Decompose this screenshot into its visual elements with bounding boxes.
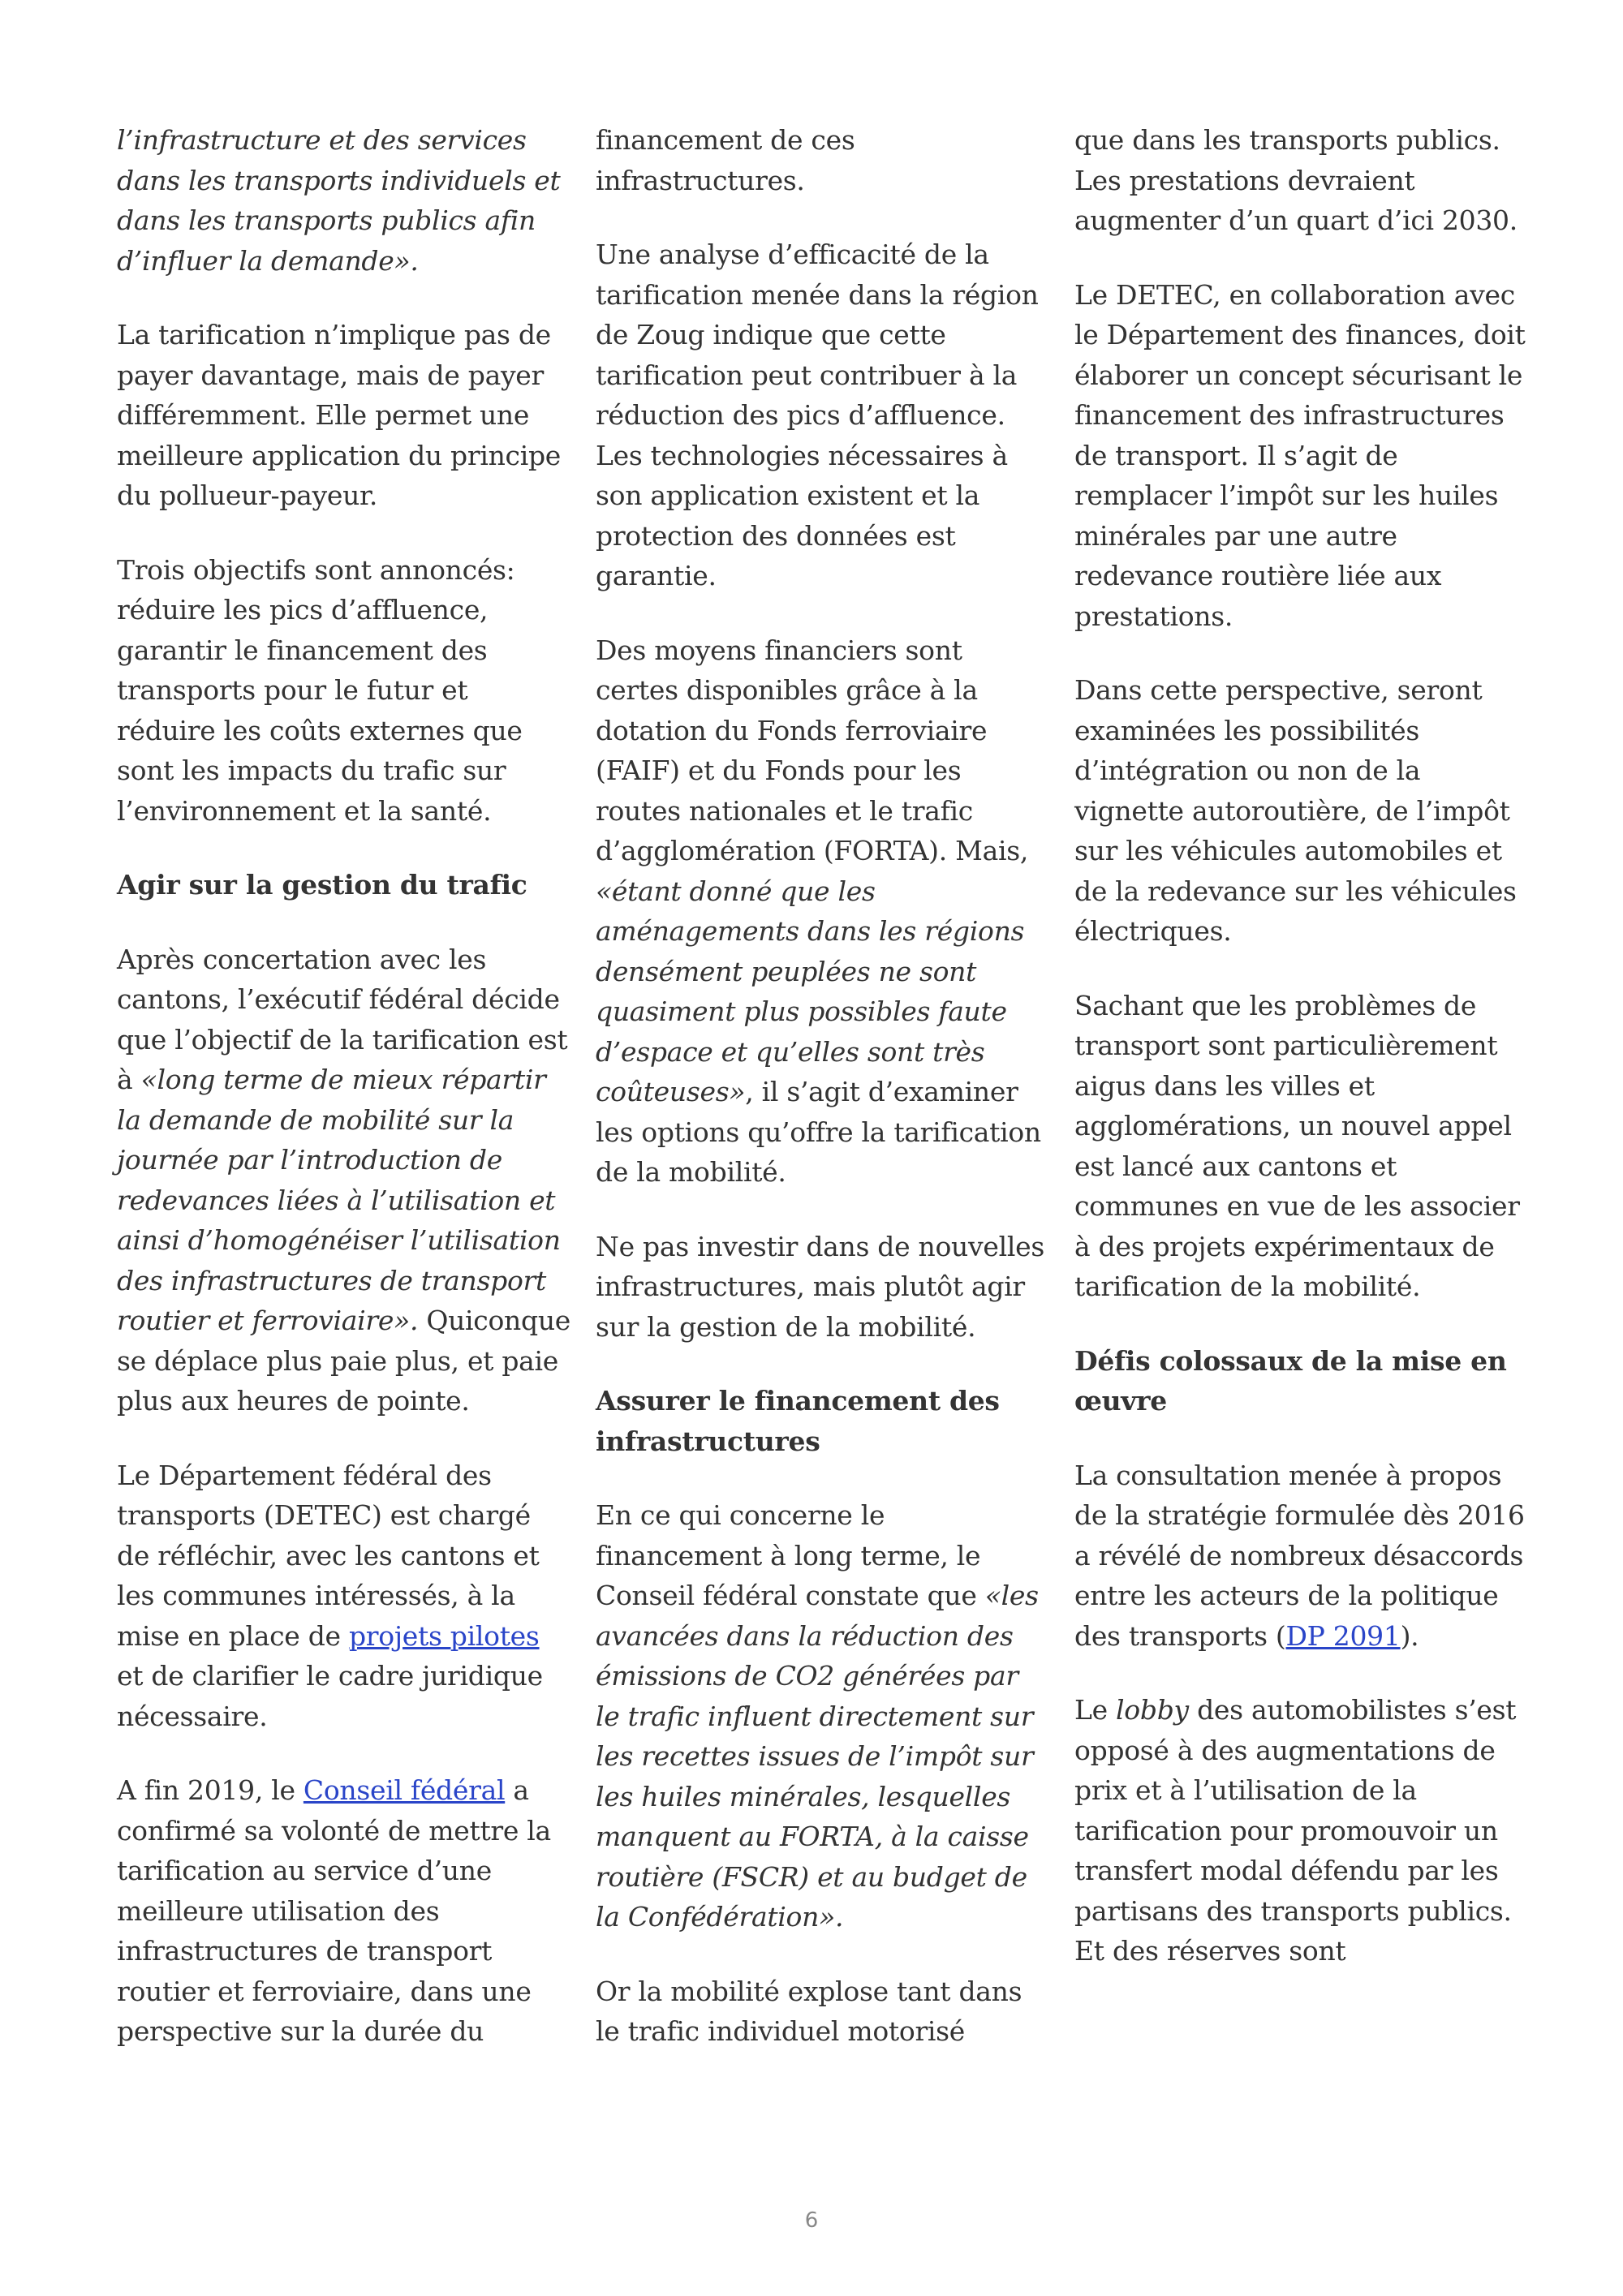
paragraph [1074,1455,1529,1657]
paragraph [117,120,571,281]
body-text: des automobilistes s’est opposé à des augmentations de prix et à l’utilisation de la tarification pour promouvoir un transfert modal défendu par les partisans des transports publics. Et des réserves sont [1074,1694,1517,1967]
section-heading: Assurer le financement des infrastructures [596,1385,1000,1457]
body-text: ). [1400,1619,1419,1652]
quote-text: «les avancées dans la réduction des émissions de CO2 générées par le trafic influent directement sur les recettes issues de l’impôt sur les huiles minérales, lesquelles manquent au FORTA, à la caisse routière (FSCR) et au budget de la Confédération». [596,1580,1039,1933]
paragraph: Une analyse d’efficacité de la tarification menée dans la région de Zoug indique que cette tarification peut contribuer à la réduction des pics d’affluence. Les technologies nécessaires à son application existent et la protection des données est garantie. [596,239,1039,591]
paragraph: Le DETEC, en collaboration avec le Département des finances, doit élaborer un concept sécurisant le financement des infrastructures de transport. Il s’agit de remplacer l’impôt sur les huiles minérales par une autre redevance routière liée aux prestations. [1074,278,1526,632]
paragraph [117,1770,571,2052]
lobby-italic: lobby [1116,1694,1189,1726]
body-text: Après concertation avec les cantons, l’exécutif fédéral décide que l’objectif de la tarification est à [117,943,568,1095]
paragraph [596,1495,1050,1937]
paragraph: Trois objectifs sont annoncés: réduire les pics d’affluence, garantir le financement des transports pour le futur et réduire les coûts externes que sont les impacts du trafic sur l’environnement et la santé. [117,553,523,827]
body-text: La consultation menée à propos de la stratégie formulée dès 2016 a révélé de nombreux désaccords entre les acteurs de la politique des transports ( [1074,1459,1525,1652]
conseil-federal-link[interactable]: Conseil fédéral [303,1774,506,1806]
paragraph: Ne pas investir dans de nouvelles infrastructures, mais plutôt agir sur la gestion de la mobilité. [596,1230,1044,1343]
column-1 [117,120,571,2086]
body-text: Le [1074,1694,1117,1726]
body-text: Des moyens financiers sont certes disponibles grâce à la dotation du Fonds ferroviaire (FAIF) et du Fonds pour les routes nationales et le trafic d’agglomération (FORTA). Mais, [596,634,1029,866]
paragraph [117,1455,571,1737]
column-2 [596,120,1050,2086]
paragraph [1074,1690,1529,1971]
paragraph: financement de ces infrastructures. [596,124,855,196]
column-3 [1074,120,1529,2006]
body-text: A fin 2019, le [117,1774,304,1806]
body-text: a confirmé sa volonté de mettre la tarification au service d’une meilleure utilisation des infrastructures de transport routier et ferroviaire, dans une perspective sur la durée du [117,1774,551,2047]
body-text: En ce qui concerne le financement à long terme, le Conseil fédéral constate que [596,1499,985,1611]
body-text: , il s’agit d’examiner les options qu’offre la tarification de la mobilité. [596,1076,1041,1188]
body-text: et de clarifier le cadre juridique nécessaire. [117,1660,543,1732]
body-text: Quiconque se déplace plus paie plus, et paie plus aux heures de pointe. [117,1305,571,1417]
paragraph: que dans les transports publics. Les prestations devraient augmenter d’un quart d’ici 2030. [1074,124,1518,236]
dp-2091-link[interactable]: DP 2091 [1285,1619,1401,1652]
quote-text: «long terme de mieux répartir la demande de mobilité sur la journée par l’introduction de redevances liées à l’utilisation et ainsi d’homogénéiser l’utilisation des infrastructures de transport routier et ferroviaire». [117,1064,561,1336]
section-heading: Agir sur la gestion du trafic [117,869,527,901]
page-number: 6 [804,2208,819,2233]
paragraph: Or la mobilité explose tant dans le trafic individuel motorisé [596,1975,1022,2047]
quote-text: «étant donné que les aménagements dans les régions densément peuplées ne sont quasiment plus possibles faute d’espace et qu’elles sont très coûteuses» [596,875,1025,1107]
projets-pilotes-link[interactable]: projets pilotes [348,1619,540,1652]
quote-text: l’infrastructure et des services dans les transports individuels et dans les transports publics afin d’influer la demande». [117,124,561,277]
paragraph: Sachant que les problèmes de transport sont particulièrement aigus dans les villes et agglomérations, un nouvel appel est lancé aux cantons et communes en vue de les associer à des projets expérimentaux de tarification de la mobilité. [1074,989,1520,1302]
section-heading: Défis colossaux de la mise en œuvre [1074,1344,1507,1417]
body-text: Le Département fédéral des transports (DETEC) est chargé de réfléchir, avec les cantons et les communes intéressés, à la mise en place de [117,1459,540,1652]
paragraph [117,939,571,1421]
paragraph: La tarification n’implique pas de payer davantage, mais de payer différemment. Elle permet une meilleure application du principe du pollueur-payeur. [117,319,562,511]
paragraph: Dans cette perspective, seront examinées les possibilités d’intégration ou non de la vignette autoroutière, de l’impôt sur les véhicules automobiles et de la redevance sur les véhicules électriques. [1074,674,1517,947]
paragraph [596,630,1050,1193]
